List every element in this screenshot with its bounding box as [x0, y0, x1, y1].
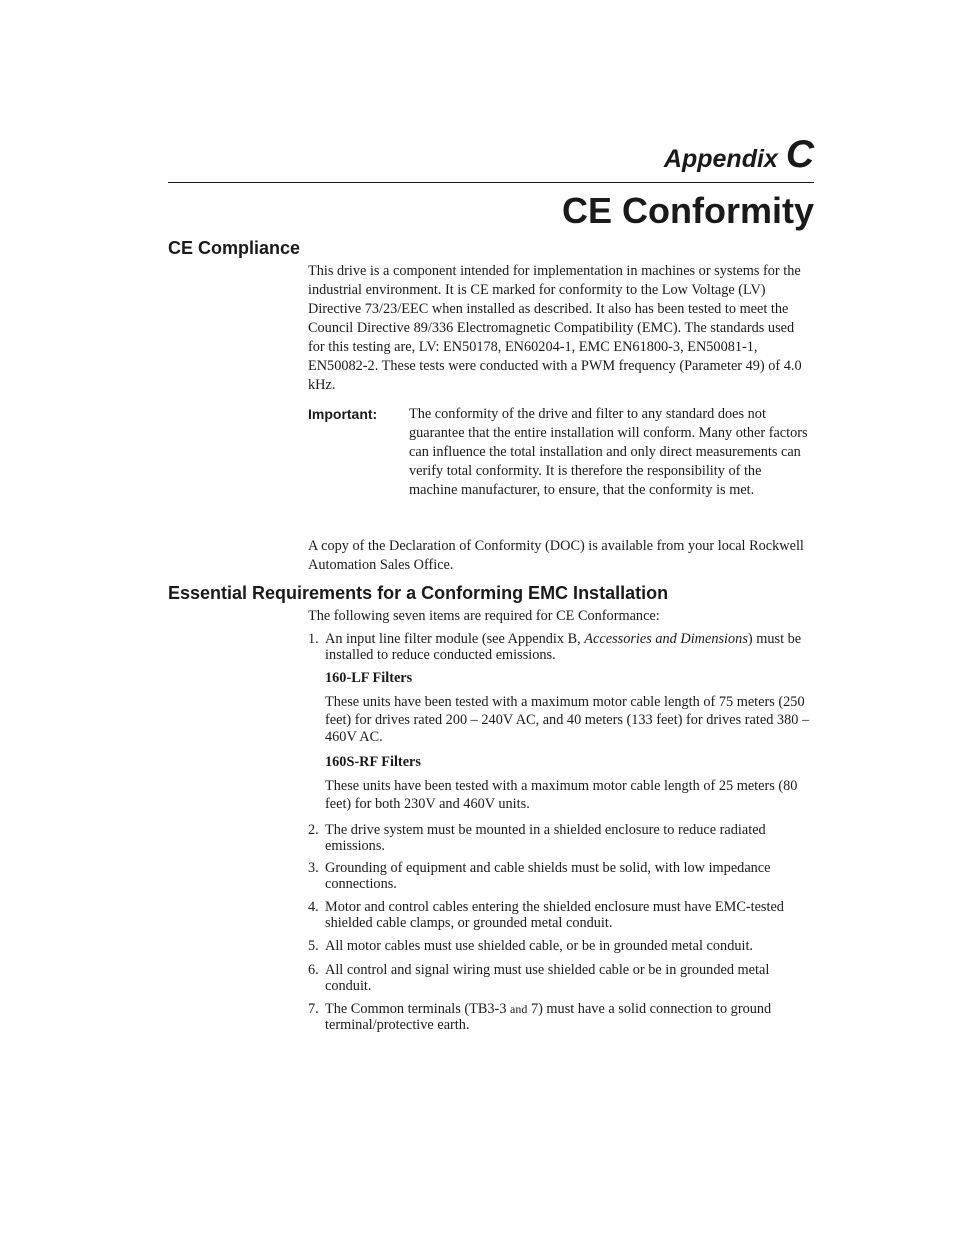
section-heading-essential-requirements: Essential Requirements for a Conforming EMC Installation — [168, 583, 669, 603]
list-item — [308, 962, 814, 994]
filter-description: These units have been tested with a maximum motor cable length of 25 meters (80 feet) for both 230V and 460V units. — [325, 778, 798, 812]
list-item-number: 4. — [308, 899, 319, 915]
header-rule — [168, 182, 814, 183]
list-item-number: 3. — [308, 860, 319, 876]
list-item — [308, 822, 814, 854]
list-item — [308, 860, 814, 892]
list-item-number: 7. — [308, 1001, 319, 1017]
ce-compliance-paragraph: This drive is a component intended for implementation in machines or systems for the industrial environment. It is CE marked for conformity to the Low Voltage (LV) Directive 73/23/EEC when installed as described. It also has been tested to meet the Council Directive 89/336 Electromagnetic Compatibility (EMC). The standards used for this testing are, LV: EN50178, EN60204-1, EMC EN61800-3, EN50081-1, EN50082-2. These tests were conducted with a PWM frequency (Parameter 49) of 4.0 kHz. — [308, 263, 802, 393]
list-item-text: All control and signal wiring must use shielded cable or be in grounded metal conduit. — [325, 962, 770, 994]
list-item — [308, 938, 814, 954]
appendix-letter: C — [785, 133, 814, 176]
filter-description: These units have been tested with a maximum motor cable length of 75 meters (250 feet) for drives rated 200 – 240V AC, and 40 meters (133 feet) for drives rated 380 – 460V AC. — [325, 694, 810, 745]
filter-subheading: 160-LF Filters — [325, 670, 413, 686]
list-item-number: 5. — [308, 938, 319, 954]
doc-availability-paragraph: A copy of the Declaration of Conformity (DOC) is available from your local Rockwell Automation Sales Office. — [308, 538, 804, 573]
appendix-word: Appendix — [663, 145, 778, 173]
list-item — [308, 631, 814, 663]
list-item-number: 6. — [308, 962, 319, 978]
cross-reference: Accessories and Dimensions — [584, 631, 748, 647]
list-item-text: Grounding of equipment and cable shields must be solid, with low impedance connections. — [325, 860, 771, 892]
list-item-text: The drive system must be mounted in a shielded enclosure to reduce radiated emissions. — [325, 822, 766, 854]
list-item-text: Motor and control cables entering the shielded enclosure must have EMC-tested shielded cable clamps, or grounded metal conduit. — [325, 899, 784, 931]
important-label: Important: — [308, 406, 378, 422]
filter-subheading: 160S-RF Filters — [325, 754, 421, 770]
list-item — [308, 1001, 814, 1033]
important-note: The conformity of the drive and filter to any standard does not guarantee that the entire installation will conform. Many other factors can influence the total installation and only direct measurements can verify total conformity. It is therefore the responsibility of the machine manufacturer, to ensure, that the conformity is met. — [409, 406, 808, 498]
list-item — [308, 899, 814, 931]
list-item-text: An input line filter module (see Appendix B, Accessories and Dimensions) must be installed to reduce conducted emissions. — [325, 631, 802, 663]
section-heading-ce-compliance: CE Compliance — [168, 238, 301, 258]
list-item-number: 1. — [308, 631, 319, 647]
list-item-text: The Common terminals (TB3-3 and 7) must have a solid connection to ground terminal/protective earth. — [325, 1001, 772, 1033]
list-item-text: All motor cables must use shielded cable, or be in grounded metal conduit. — [325, 938, 754, 954]
page-title: CE Conformity — [562, 190, 814, 231]
requirements-intro: The following seven items are required for CE Conformance: — [308, 608, 660, 624]
list-item-number: 2. — [308, 822, 319, 838]
appendix-label — [664, 133, 814, 177]
